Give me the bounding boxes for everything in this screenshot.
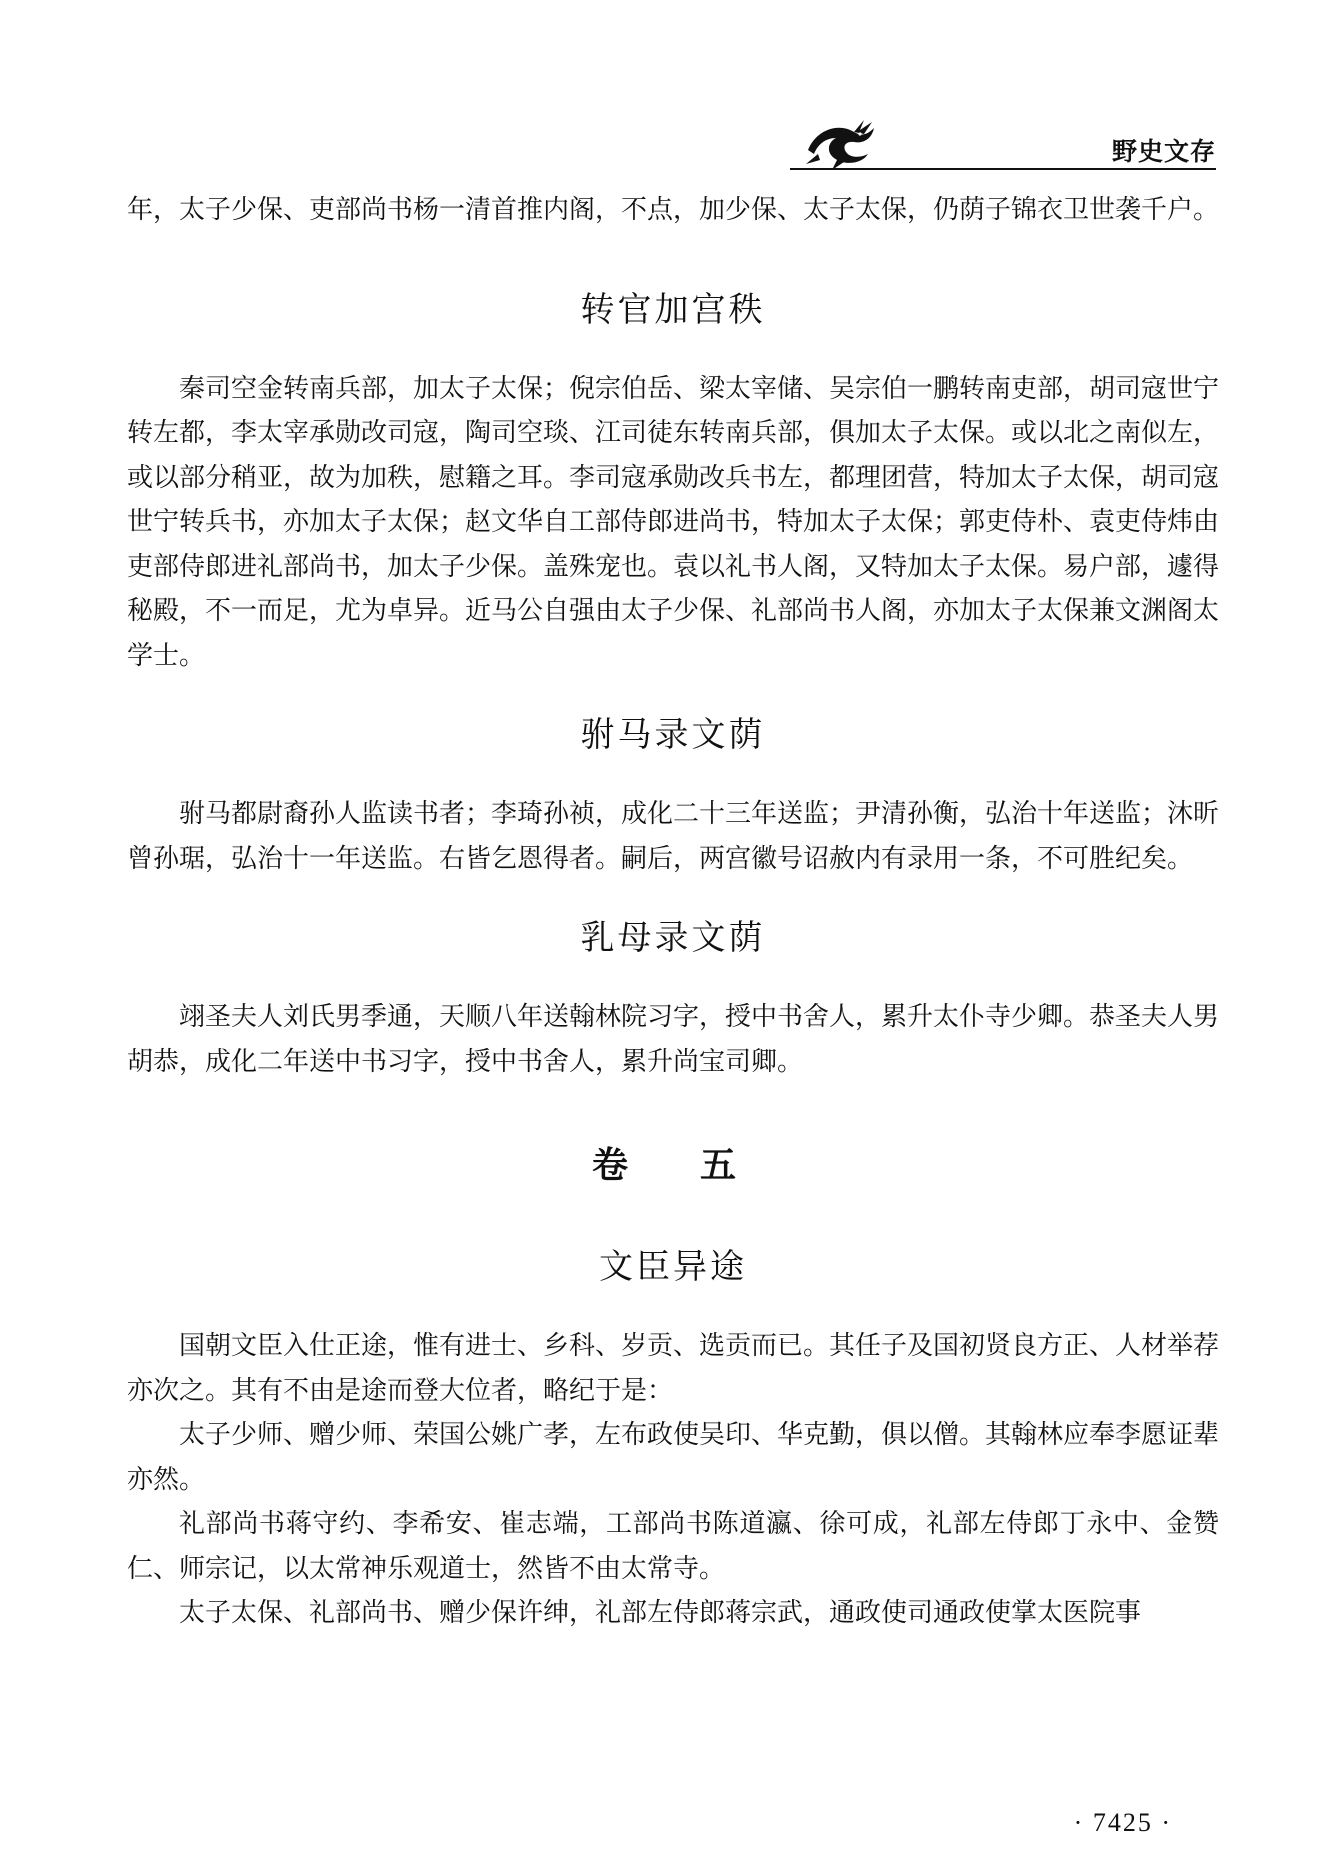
section-paragraph: 礼部尚书蒋守约、李希安、崔志端，工部尚书陈道瀛、徐可成，礼部左侍郎丁永中、金赞仁、师宗记，以太常神乐观道士，然皆不由太常寺。 xyxy=(127,1509,1219,1584)
section-paragraph: 太子太保、礼部尚书、赠少保许绅，礼部左侍郎蒋宗武，通政使司通政使掌太医院事 xyxy=(179,1598,1142,1628)
section-paragraph: 驸马都尉裔孙人监读书者；李琦孙祯，成化二十三年送监；尹清孙衡，弘治十年送监；沐昕曾孙琚，弘治十一年送监。右皆乞恩得者。嗣后，两宫徽号诏赦内有录用一条，不可胜纪矣。 xyxy=(127,799,1220,874)
section-paragraph: 国朝文臣入仕正途，惟有进士、乡科、岁贡、选贡而已。其任子及国初贤良方正、人材举荐亦次之。其有不由是途而登大位者，略纪于是： xyxy=(127,1331,1220,1406)
volume-heading: 卷 五 xyxy=(591,1145,754,1186)
dragon-emblem-icon xyxy=(798,112,888,172)
section-paragraph: 翊圣夫人刘氏男季通，天顺八年送翰林院习字，授中书舍人，累升太仆寺少卿。恭圣夫人男胡恭，成化二年送中书习字，授中书舍人，累升尚宝司卿。 xyxy=(127,1002,1220,1077)
page-number: · 7425 · xyxy=(1073,1808,1172,1837)
page-body xyxy=(127,188,1219,1636)
section-heading-wetnurse: 乳母录文荫 xyxy=(580,918,766,958)
section-paragraph: 秦司空金转南兵部，加太子太保；倪宗伯岳、梁太宰储、吴宗伯一鹏转南吏部，胡司寇世宁转左都，李太宰承勋改司寇，陶司空琰、江司徒东转南兵部，俱加太子太保。或以北之南似左，或以部分稍亚，故为加秩，慰籍之耳。李司寇承勋改兵书左，都理团营，特加太子太保，胡司寇世宁转兵书，亦加太子太保；赵文华自工部侍郎进尚书，特加太子太保；郭吏侍朴、袁吏侍炜由吏部侍郎进礼部尚书，加太子少保。盖殊宠也。袁以礼书人阁，又特加太子太保。易户部，遽得秘殿，不一而足，尤为卓异。近马公自强由太子少保、礼部尚书人阁，亦加太子太保兼文渊阁太学士。 xyxy=(127,373,1220,671)
section-heading-alternate-paths: 文臣异途 xyxy=(599,1247,747,1287)
section-heading-consort: 驸马录文荫 xyxy=(580,715,766,755)
series-title: 野史文存 xyxy=(1111,137,1216,166)
intro-paragraph: 年，太子少保、吏部尚书杨一清首推内阁，不点，加少保、太子太保，仍荫子锦衣卫世袭千户。 xyxy=(127,195,1220,225)
section-paragraph: 太子少师、赠少师、荣国公姚广孝，左布政使吴印、华克勤，俱以僧。其翰林应奉李愿证辈亦然。 xyxy=(127,1420,1220,1495)
header-rule xyxy=(790,168,1216,170)
section-heading-promotion: 转官加宫秩 xyxy=(580,289,766,330)
running-header xyxy=(790,112,1216,172)
